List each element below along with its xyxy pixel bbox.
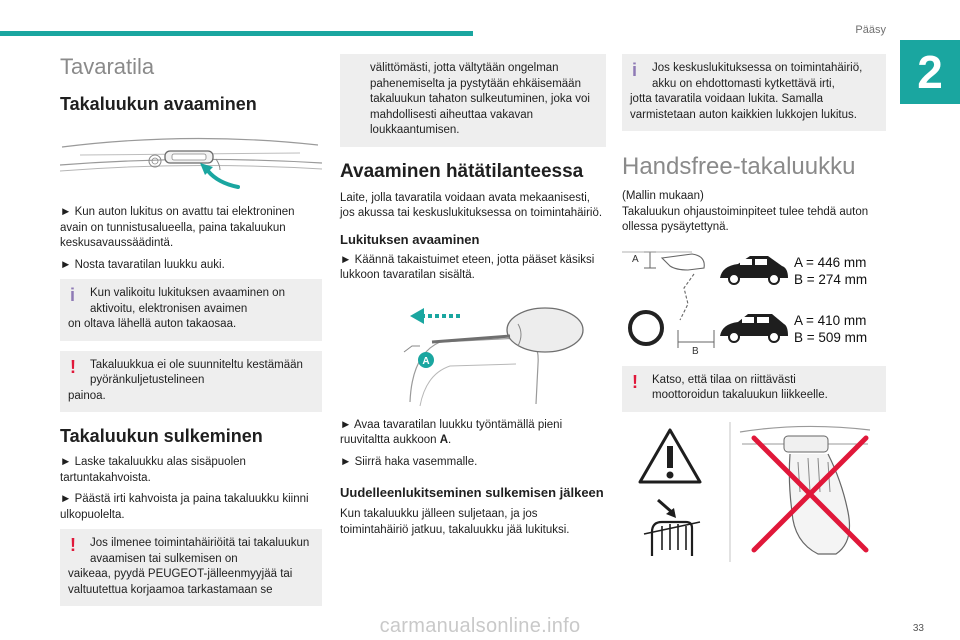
- hand-press-icon: [644, 500, 700, 556]
- emergency-description: Laite, jolla tavaratila voidaan avata mekaanisesti, jos akussa tai keskuslukituksessa on toimintahäiriö.: [340, 191, 603, 219]
- handsfree-description: Takaluukun ohjaustoiminpiteet tulee tehdä auton ollessa pysäytettynä.: [622, 205, 869, 233]
- heading-handsfree-tailgate: Handsfree-takaluukku: [622, 153, 856, 180]
- tailgate-handle-illustration: [60, 125, 322, 193]
- close-instruction-1: ► Laske takaluukku alas sisäpuolen tartuntakahvoista.: [60, 456, 246, 484]
- heading-unlocking: Lukituksen avaaminen: [340, 231, 480, 247]
- section-title: Tavaratila: [60, 54, 155, 79]
- watermark: carmanualsonline.info: [379, 615, 581, 637]
- step-insert-screwdriver: ► Avaa tavaratilan luukku työntämällä pieni ruuvitaltta aukkoon A.: [340, 418, 563, 446]
- warning-icon: !: [70, 356, 76, 377]
- open-instruction-2: ► Nosta tavaratilan luukku auki.: [60, 258, 225, 271]
- hand-prohibited-illustration: [622, 422, 886, 562]
- heading-emergency-opening: Avaaminen hätätilanteessa: [340, 160, 584, 182]
- info-note-central-locking: i Jos keskuslukituksessa on toimintahäiriö, akku on ehdottomasti kytkettävä irti, jotta tavaratila voidaan lukita. Samalla varmistetaan auton kaikkien lukkojen lukitus.: [622, 54, 886, 131]
- emergency-lock-illustration: [340, 294, 606, 412]
- warning-note-bike-carrier: ! Takaluukkua ei ole suunniteltu kestämään pyöränkuljetustelineen painoa.: [60, 351, 322, 413]
- warning-note-malfunction: ! Jos ilmenee toimintahäiriöitä tai takaluukun avaamisen tai sulkemisen on vaikeaa, pyydä PEUGEOT-jälleenmyyjää tai valtuutettua korjaamoa tarkastamaan se: [60, 529, 322, 606]
- info-note-electronic-key: i Kun valikoitu lukituksen avaaminen on aktivoitu, elektronisen avaimen on oltava lähellä auton takaosaa.: [60, 279, 322, 341]
- dimension-label-a: A: [632, 253, 639, 265]
- relock-description: Kun takaluukku jälleen suljetaan, ja jos toimintahäiriö jatkuu, takaluukku jää lukituksi.: [340, 508, 570, 536]
- warning-note-continued: välittömästi, jotta vältytään ongelman pahenemiselta ja pystytään ehkäisemään takaluukun tahaton sulkeutuminen, joka voi mahdollisesti aiheuttaa vakavan loukkaantumisen.: [340, 54, 606, 147]
- unlock-instruction: ► Käännä takaistuimet eteen, jotta pääset käsiksi lukkoon tavaratilan sisältä.: [340, 253, 595, 281]
- dimension-label-b: B: [692, 345, 699, 354]
- clearance-dimensions-illustration: [622, 248, 886, 354]
- warning-note-clearance: ! Katso, että tilaa on riittävästi moottoroidun takaluukun liikkeelle.: [622, 366, 886, 412]
- column-2: [340, 54, 606, 544]
- label-a-marker: A: [422, 355, 430, 367]
- chapter-tab[interactable]: 2: [900, 40, 960, 104]
- dimension-values-2: A = 410 mm B = 509 mm: [794, 312, 868, 345]
- step-move-latch: ► Siirrä haka vasemmalle.: [340, 455, 478, 468]
- warning-icon: !: [632, 371, 638, 392]
- info-icon: i: [632, 60, 638, 80]
- heading-open-tailgate: Takaluukun avaaminen: [60, 94, 257, 114]
- warning-icon: !: [70, 535, 76, 555]
- info-icon: i: [70, 285, 76, 305]
- model-dependent: (Mallin mukaan): [622, 190, 704, 202]
- top-accent-bar: [0, 31, 473, 36]
- heading-close-tailgate: Takaluukun sulkeminen: [60, 426, 263, 446]
- open-instruction-1: ► Kun auton lukitus on avattu tai elektroninen avain on tunnistusalueella, paina takaluukun keskusavaussäädintä.: [60, 206, 295, 249]
- column-3: [622, 54, 886, 562]
- heading-relocking: Uudelleenlukitseminen sulkemisen jälkeen: [340, 485, 604, 500]
- close-instruction-2: ► Päästä irti kahvoista ja paina takaluukku kiinni ulkopuolelta.: [60, 493, 309, 521]
- page-number: 33: [912, 623, 924, 634]
- section-header: Pääsy: [855, 24, 886, 36]
- column-1: [60, 54, 322, 616]
- dimension-values-1: A = 446 mm B = 274 mm: [794, 254, 868, 287]
